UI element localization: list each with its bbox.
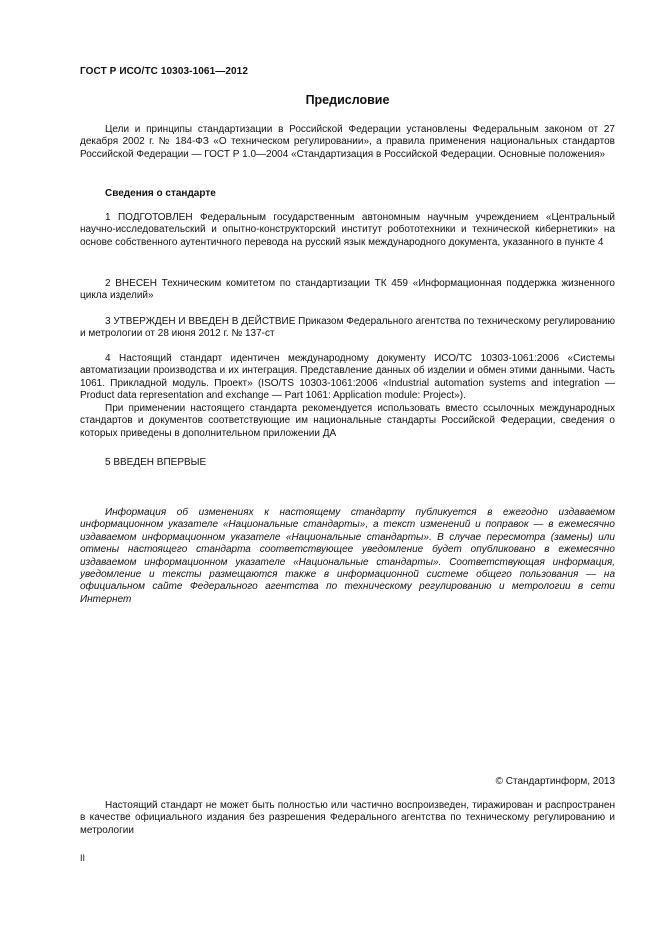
notice-paragraph: Информация об изменениях к настоящему стандарту публикуется в ежегодно издаваемом информационном указателе «Национальные стандарты», а текст изменений и поправок — в ежемесячно издаваемом информационном указателе «Национальные стандарты». В случае пересмотра (замены) или отмены настоящего стандарта соответствующее уведомление будет опубликовано в ежемесячно издаваемом информационном указателе «Национальные стандарты». Соответствующая информация, уведомление и тексты размещаются также в информационной системе общего пользования — на официальном сайте Федерального агентства по техническому регулированию и метрологии в сети Интернет bbox=[80, 507, 615, 605]
item-1-paragraph: 1 ПОДГОТОВЛЕН Федеральным государственным автономным научным учреждением «Центральный научно-исследовательский и опытно-конструкторский институт робототехники и технической кибернетики» на основе собственного аутентичного перевода на русский язык международного документа, указанного в пункте 4 bbox=[80, 212, 615, 248]
document-header: ГОСТ Р ИСО/ТС 10303-1061—2012 bbox=[80, 66, 248, 77]
item-4-paragraph: 4 Настоящий стандарт идентичен международному документу ИСО/ТС 10303-1061:2006 «Системы автоматизации производства и их интеграция. Представление данных об изделии и обмен этими данными. Часть 1061. Прикладной модуль. Проект» (ISO/TS 10303-1061:2006 «Industrial automation systems and integration — Product data representation and exchange — Part 1061: Application module: Project»). bbox=[80, 353, 615, 402]
item-3-paragraph: 3 УТВЕРЖДЕН И ВВЕДЕН В ДЕЙСТВИЕ Приказом Федерального агентства по техническому регулированию и метрологии от 28 июня 2012 г. № 137-ст bbox=[80, 316, 615, 340]
item-2-paragraph: 2 ВНЕСЕН Техническим комитетом по стандартизации ТК 459 «Информационная поддержка жизненного цикла изделий» bbox=[80, 278, 615, 302]
reproduction-paragraph: Настоящий стандарт не может быть полностью или частично воспроизведен, тиражирован и распространен в качестве официального издания без разрешения Федерального агентства по техническому регулированию и метрологии bbox=[80, 800, 615, 836]
page-number: II bbox=[80, 853, 86, 863]
item-4-note-paragraph: При применении настоящего стандарта рекомендуется использовать вместо ссылочных международных стандартов и документов соответствующие им национальные стандарты Российской Федерации, сведения о которых приведены в дополнительном приложении ДА bbox=[80, 403, 615, 439]
page-title: Предисловие bbox=[305, 93, 390, 107]
intro-paragraph: Цели и принципы стандартизации в Российской Федерации установлены Федеральным законом от 27 декабря 2002 г. № 184-ФЗ «О техническом регулировании», а правила применения национальных стандартов Российской Федерации — ГОСТ Р 1.0—2004 «Стандартизация в Российской Федерации. Основные положения» bbox=[80, 124, 615, 160]
section-subheading: Сведения о стандарте bbox=[105, 188, 216, 199]
item-5-paragraph: 5 ВВЕДЕН ВПЕРВЫЕ bbox=[105, 457, 207, 468]
copyright-line: © Стандартинформ, 2013 bbox=[495, 776, 615, 787]
